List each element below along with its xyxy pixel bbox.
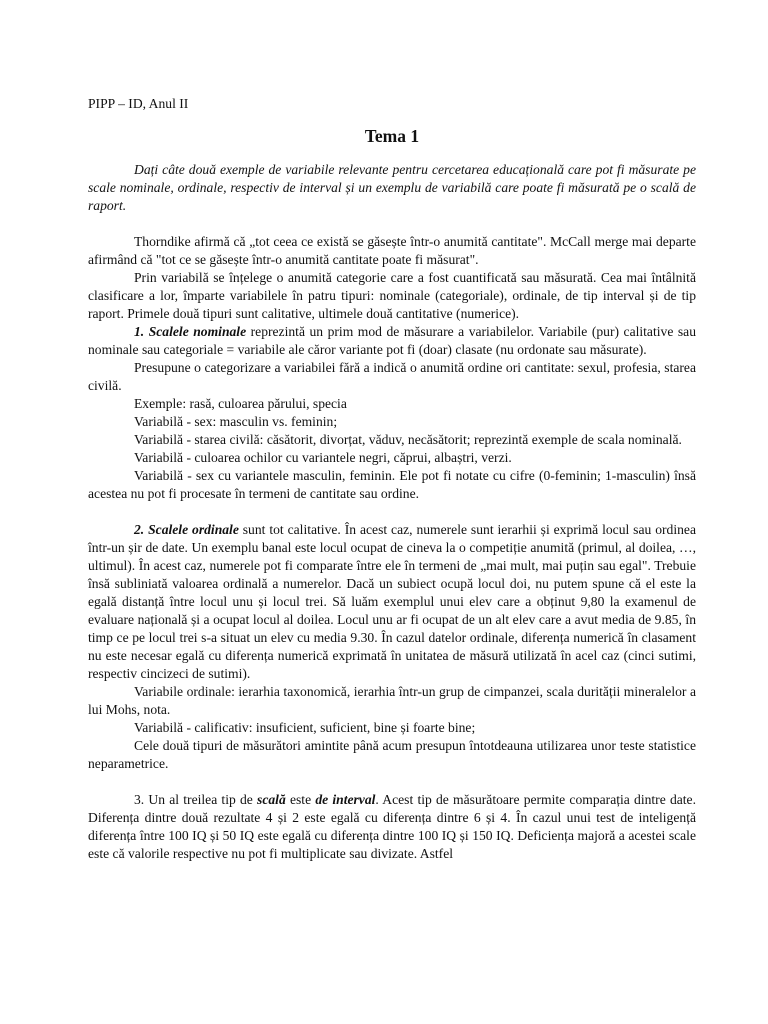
ordinal-paragraph-2: Variabile ordinale: ierarhia taxonomică, ierarhia într-un grup de cimpanzei, scala durității mineralelor a lui Mohs, nota. bbox=[88, 684, 696, 717]
nominal-paragraph-2: Presupune o categorizare a variabilei fără a indică o anumită ordine ori cantitate: sexul, profesia, starea civilă. bbox=[88, 360, 696, 393]
intro-paragraph-2: Prin variabilă se înțelege o anumită categorie care a fost cuantificată sau măsurată. Cea mai întâlnită clasificare a lor, împarte variabilele în patru tipuri: nominale (categoriale), ordinale, de tip interval și de tip raport. Primele două tipuri sunt calitative, ultimele două cantitative (numerice). bbox=[88, 270, 696, 321]
nominal-paragraph-6: Variabilă - culoarea ochilor cu variantele negri, căprui, albaștri, verzi. bbox=[134, 450, 512, 465]
ordinal-heading: 2. Scalele ordinale bbox=[134, 522, 239, 537]
ordinal-paragraph-4: Cele două tipuri de măsurători amintite până acum presupun întotdeauna utilizarea unor teste statistice neparametrice. bbox=[88, 738, 696, 771]
page-title: Tema 1 bbox=[364, 126, 420, 146]
assignment-text: Dați câte două exemple de variabile relevante pentru cercetarea educațională care pot fi măsurate pe scale nominale, ordinale, respectiv de interval și un exemplu de variabilă care poate fi măsurată pe o scală de raport. bbox=[88, 162, 696, 213]
interval-text-mid: este bbox=[285, 792, 316, 807]
nominal-heading-rest: reprezintă un prim mod de măsurare a variabilelor. Variabile (pur) calitative sau nominale sau categoriale = variabile ale căror variante pot fi (doar) clasate (nu ordonate sau măsurate). bbox=[88, 324, 696, 357]
intro-paragraph-1: Thorndike afirmă că „tot ceea ce există se găsește într-o anumită cantitate". McCall merge mai departe afirmând că "tot ce se găsește într-o anumită cantitate poate fi măsurat". bbox=[88, 234, 696, 267]
ordinal-heading-rest: sunt tot calitative. În acest caz, numerele sunt ierarhii și exprimă locul sau ordinea într-un șir de date. Un exemplu banal este locul ocupat de cineva la o competiție anumită (primul, al doilea, …, ultimul). În acest caz, numerele pot fi comparate între ele în termeni de „mai mult, mai puțin sau egal". Trebuie însă subliniată valoarea ordinală a numerelor. Dacă un subiect ocupă locul doi, nu putem spune că el este la egală distanță între locul unu și locul trei. Să luăm exemplul unui elev care a obținut 9,80 la examenul de evaluare națională și a ocupat locul al doilea. Locul unu ar fi ocupat de un alt elev care a avut media de 9.85, în timp ce pe locul trei s-a situat un elev cu media 9.30. În cazul datelor ordinale, diferența numerică în clasament nu este necesar egală cu diferența numerică exprimată în unitatea de măsură utilizată în acel caz (cinci sutimi, respectiv cincizeci de sutimi). bbox=[88, 522, 696, 681]
interval-term-scale: scală bbox=[257, 792, 286, 807]
course-header: PIPP – ID, Anul II bbox=[88, 96, 189, 111]
ordinal-paragraph-1 bbox=[88, 521, 696, 683]
document-body bbox=[88, 95, 696, 863]
ordinal-paragraph-3: Variabilă - calificativ: insuficient, suficient, bine și foarte bine; bbox=[134, 720, 476, 735]
nominal-paragraph-5: Variabilă - starea civilă: căsătorit, divorțat, văduv, necăsătorit; reprezintă exemple de scala nominală. bbox=[134, 432, 682, 447]
nominal-paragraph-3: Exemple: rasă, culoarea părului, specia bbox=[134, 396, 347, 411]
interval-paragraph bbox=[88, 791, 696, 863]
nominal-paragraph-4: Variabilă - sex: masculin vs. feminin; bbox=[134, 414, 338, 429]
nominal-heading: 1. Scalele nominale bbox=[134, 324, 247, 339]
interval-term-interval: de interval bbox=[315, 792, 376, 807]
nominal-paragraph-7: Variabilă - sex cu variantele masculin, feminin. Ele pot fi notate cu cifre (0-feminin; 1-masculin) însă acestea nu pot fi procesate în termeni de cantitate sau ordine. bbox=[88, 468, 696, 501]
interval-text-pre: 3. Un al treilea tip de bbox=[134, 792, 258, 807]
nominal-paragraph-1 bbox=[88, 323, 696, 359]
interval-text-rest: . Acest tip de măsurătoare permite comparația dintre date. Diferența dintre două rezultate 4 și 2 este egală cu diferența dintre 6 și 4. În cazul unui test de inteligență diferența între 100 IQ și 50 IQ este egală cu diferența dintre 100 IQ și 150 IQ. Deficiența majoră a acestei scale este că valorile respective nu pot fi multiplicate sau divizate. Astfel bbox=[88, 792, 696, 861]
